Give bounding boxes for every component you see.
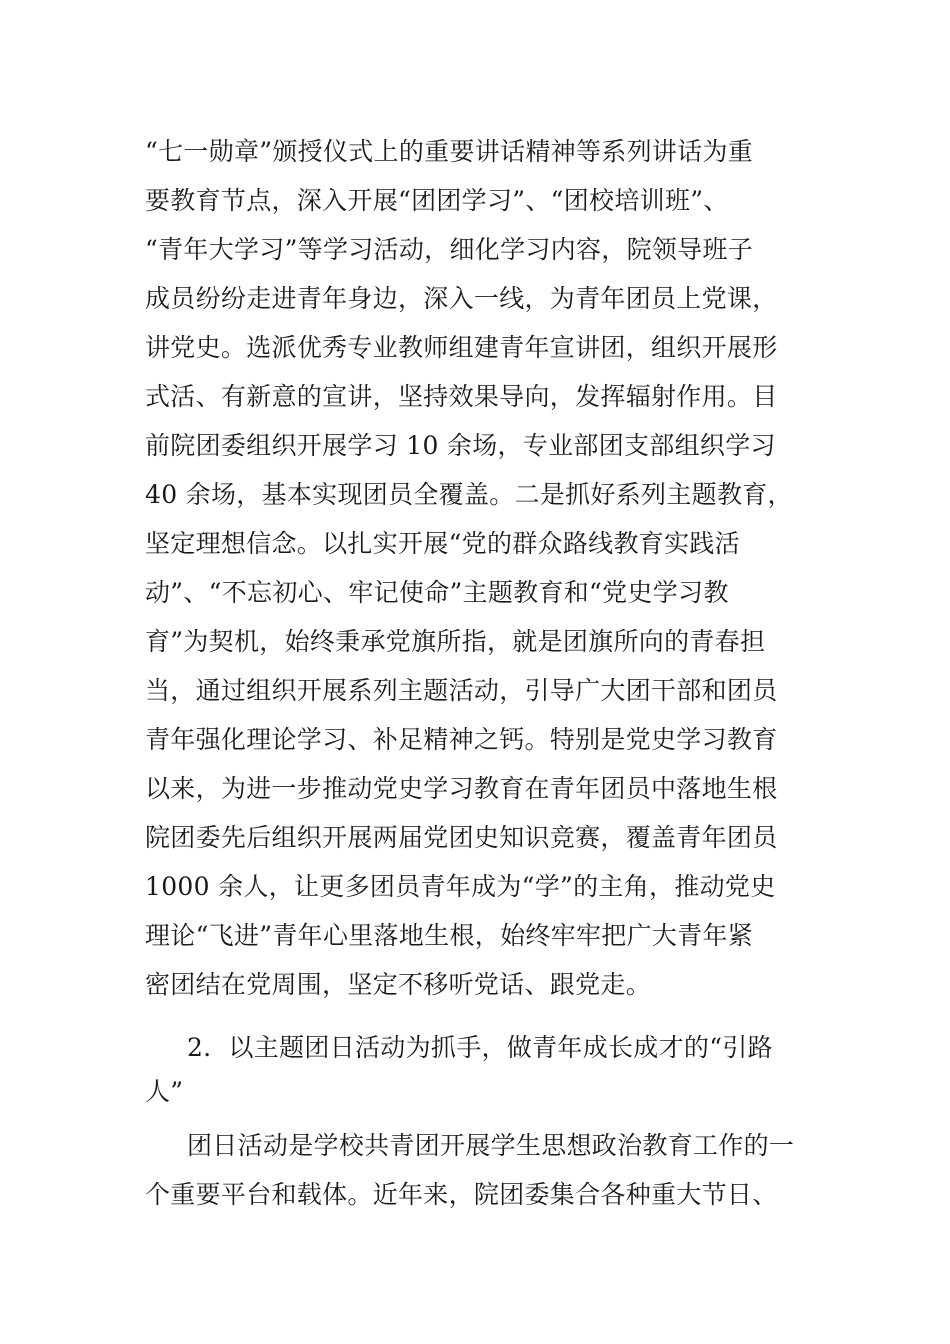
- paragraph-line: 前院团委组织开展学习 10 余场，专业部团支部组织学习: [145, 431, 776, 460]
- paragraph-line: 以来，为进一步推动党史学习教育在青年团员中落地生根: [145, 774, 778, 803]
- paragraph-line: 1000 余人，让更多团员青年成为“学”的主角，推动党史: [145, 872, 776, 901]
- section-heading: 2．以主题团日活动为抓手，做青年成长成才的“引路: [187, 1033, 773, 1062]
- paragraph-line: “七一勋章”颁授仪式上的重要讲话精神等系列讲话为重: [145, 137, 754, 166]
- paragraph-line: 讲党史。选派优秀专业教师组建青年宣讲团，组织开展形: [145, 333, 778, 362]
- paragraph-line: 个重要平台和载体。近年来，院团委集合各种重大节日、: [145, 1180, 778, 1209]
- paragraph-line: 育”为契机，始终秉承党旗所指，就是团旗所向的青春担: [145, 627, 766, 656]
- paragraph-line: 式活、有新意的宣讲，坚持效果导向，发挥辐射作用。目: [145, 382, 778, 411]
- paragraph-line: 动”、“不忘初心、牢记使命”主题教育和“党史学习教: [145, 578, 729, 607]
- paragraph-line: 当，通过组织开展系列主题活动，引导广大团干部和团员: [145, 676, 778, 705]
- paragraph-line: 团日活动是学校共青团开展学生思想政治教育工作的一: [187, 1131, 795, 1160]
- paragraph-line: “青年大学习”等学习活动，细化学习内容，院领导班子: [145, 235, 754, 264]
- paragraph-line: 要教育节点，深入开展“团团学习”、“团校培训班”、: [145, 186, 729, 215]
- paragraph-line: 成员纷纷走进青年身边，深入一线，为青年团员上党课，: [145, 284, 778, 313]
- paragraph-line: 院团委先后组织开展两届党团史知识竞赛，覆盖青年团员: [145, 823, 778, 852]
- paragraph-line: 坚定理想信念。以扎实开展“党的群众路线教育实践活: [145, 529, 740, 558]
- paragraph-line: 密团结在党周围，坚定不移听党话、跟党走。: [145, 970, 652, 999]
- paragraph-line: 40 余场，基本实现团员全覆盖。二是抓好系列主题教育，: [145, 480, 793, 509]
- section-heading: 人”: [145, 1077, 184, 1106]
- paragraph-line: 理论“飞进”青年心里落地生根，始终牢牢把广大青年紧: [145, 921, 754, 950]
- paragraph-line: 青年强化理论学习、补足精神之钙。特别是党史学习教育: [145, 725, 778, 754]
